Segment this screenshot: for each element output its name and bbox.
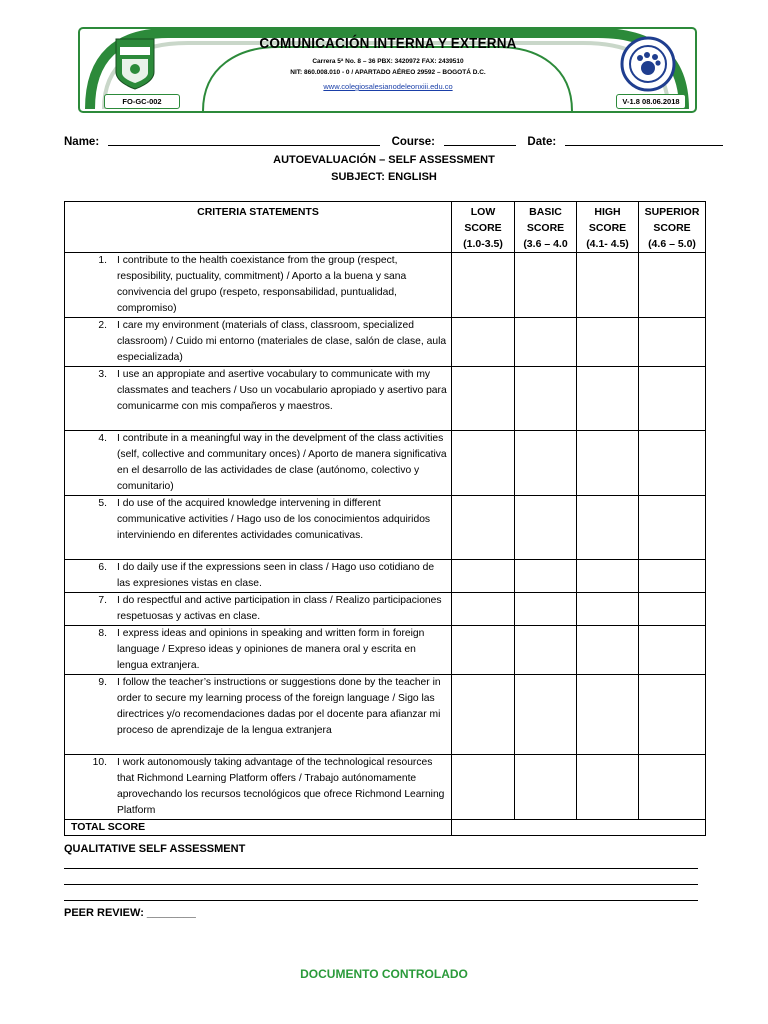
header-line: (1.0-3.5) [463, 238, 503, 250]
high-score-header [577, 202, 639, 253]
criteria-cell [65, 755, 452, 820]
criteria-text: I work autonomously taking advantage of the technological resources that Richmond Learning Platform offers / Trabajo autónomamente aprovechando los recursos tecnológicos que ofrece Richmond Learning Platform [117, 757, 445, 816]
criteria-text: I do daily use if the expressions seen in class / Hago uso cotidiano de las expresiones vistas en clase. [117, 562, 435, 589]
qualitative-line-3[interactable] [64, 900, 698, 901]
basic-score-header [515, 202, 577, 253]
criteria-text: I follow the teacher’s instructions or suggestions done by the teacher in order to secure my learning process of the foreign language / Sigo las directrices y/o recomendaciones dadas por el docente para afianzar mi proceso de aprendizaje de la lengua extranjera [117, 677, 441, 736]
header-nit: NIT: 860.008.010 - 0 / APARTADO AÉREO 29592 – BOGOTÁ D.C. [290, 69, 486, 76]
row-number: 7. [98, 595, 107, 606]
superior-score-cell[interactable] [639, 431, 706, 496]
low-score-cell[interactable] [452, 755, 515, 820]
header-line: SCORE [653, 222, 691, 234]
table-row [65, 626, 706, 675]
basic-score-cell[interactable] [515, 626, 577, 675]
document-header [78, 27, 697, 113]
row-number: 8. [98, 628, 107, 639]
header-line: SCORE [588, 222, 627, 234]
header-line: (4.1- 4.5) [586, 238, 629, 250]
form-code-badge: FO-GC-002 [104, 94, 180, 109]
criteria-cell [65, 367, 452, 431]
basic-score-cell[interactable] [515, 755, 577, 820]
name-field[interactable] [108, 145, 380, 146]
superior-score-cell[interactable] [639, 675, 706, 755]
basic-score-cell[interactable] [515, 431, 577, 496]
header-title: COMUNICACIÓN INTERNA Y EXTERNA [259, 35, 517, 52]
high-score-cell[interactable] [577, 755, 639, 820]
criteria-cell [65, 431, 452, 496]
superior-score-cell[interactable] [639, 367, 706, 431]
criteria-text: I use an appropiate and asertive vocabulary to communicate with my classmates and teachers / Uso un vocabulario apropiado y asertivo para comunicarme con mis compañeros y maestros. [117, 369, 447, 412]
table-row [65, 253, 706, 318]
header-line: (3.6 – 4.0 [523, 238, 568, 250]
superior-score-cell[interactable] [639, 496, 706, 560]
table-row [65, 593, 706, 626]
total-row [65, 820, 706, 836]
superior-score-cell[interactable] [639, 755, 706, 820]
low-score-cell[interactable] [452, 593, 515, 626]
superior-score-header [639, 202, 706, 253]
basic-score-cell[interactable] [515, 318, 577, 367]
high-score-cell[interactable] [577, 560, 639, 593]
low-score-cell[interactable] [452, 626, 515, 675]
header-line: (4.6 – 5.0) [648, 238, 696, 250]
high-score-cell[interactable] [577, 626, 639, 675]
high-score-cell[interactable] [577, 496, 639, 560]
peer-review-field[interactable]: PEER REVIEW: ________ [64, 907, 196, 919]
superior-score-cell[interactable] [639, 560, 706, 593]
criteria-header: CRITERIA STATEMENTS [65, 202, 452, 253]
criteria-cell [65, 496, 452, 560]
high-score-cell[interactable] [577, 367, 639, 431]
basic-score-cell[interactable] [515, 560, 577, 593]
version-badge: V-1.8 08.06.2018 [616, 94, 686, 109]
superior-score-cell[interactable] [639, 318, 706, 367]
basic-score-cell[interactable] [515, 675, 577, 755]
high-score-cell[interactable] [577, 431, 639, 496]
quality-seal-logo [622, 38, 674, 90]
subject-line: SUBJECT: ENGLISH [331, 171, 437, 183]
total-score-cell[interactable] [452, 820, 706, 836]
criteria-cell [65, 253, 452, 318]
criteria-cell [65, 560, 452, 593]
criteria-cell [65, 593, 452, 626]
qualitative-title: QUALITATIVE SELF ASSESSMENT [64, 843, 246, 855]
course-label: Course: [391, 136, 436, 148]
low-score-cell[interactable] [452, 496, 515, 560]
low-score-cell[interactable] [452, 253, 515, 318]
school-shield-logo [116, 39, 154, 89]
header-line: SUPERIOR [644, 206, 700, 218]
header-line: BASIC [529, 206, 562, 218]
row-number: 6. [98, 562, 107, 573]
basic-score-cell[interactable] [515, 253, 577, 318]
criteria-text: I contribute to the health coexistance from the group (respect, resposibility, puctuality, commitment) / Aporto a la buena y sana convivencia del grupo (respeto, responsabilidad, puntualidad, compromiso) [117, 255, 407, 314]
date-label: Date: [527, 136, 557, 148]
criteria-cell [65, 626, 452, 675]
table-row [65, 367, 706, 431]
criteria-cell [65, 318, 452, 367]
criteria-text: I care my environment (materials of class, classroom, specialized classroom) / Cuido mi entorno (materiales de clase, salón de clase, aula especializada) [117, 320, 447, 363]
header-website-link[interactable]: www.colegiosalesianodeleonxiii.edu.co [323, 82, 453, 91]
qualitative-line-1[interactable] [64, 868, 698, 869]
row-number: 3. [98, 369, 107, 380]
row-number: 10. [92, 757, 107, 768]
high-score-cell[interactable] [577, 675, 639, 755]
high-score-cell[interactable] [577, 593, 639, 626]
low-score-cell[interactable] [452, 367, 515, 431]
low-score-cell[interactable] [452, 318, 515, 367]
student-fields-row [64, 136, 704, 148]
row-number: 2. [98, 320, 107, 331]
header-line: LOW [470, 206, 496, 218]
high-score-cell[interactable] [577, 318, 639, 367]
table-row [65, 496, 706, 560]
basic-score-cell[interactable] [515, 367, 577, 431]
table-row [65, 431, 706, 496]
criteria-cell [65, 675, 452, 755]
superior-score-cell[interactable] [639, 253, 706, 318]
qualitative-line-2[interactable] [64, 884, 698, 885]
header-address: Carrera 5ª No. 8 – 36 PBX: 3420972 FAX: 2439510 [312, 58, 464, 65]
table-row [65, 675, 706, 755]
high-score-cell[interactable] [577, 253, 639, 318]
basic-score-cell[interactable] [515, 593, 577, 626]
header-line: SCORE [526, 222, 565, 234]
assessment-table [64, 201, 706, 836]
table-row [65, 560, 706, 593]
header-line: HIGH [594, 206, 621, 218]
superior-score-cell[interactable] [639, 593, 706, 626]
table-row [65, 755, 706, 820]
controlled-document-footer: DOCUMENTO CONTROLADO [300, 967, 468, 981]
header-line: SCORE [464, 222, 502, 234]
low-score-header [452, 202, 515, 253]
basic-score-cell[interactable] [515, 496, 577, 560]
low-score-cell[interactable] [452, 675, 515, 755]
low-score-cell[interactable] [452, 560, 515, 593]
total-score-label: TOTAL SCORE [65, 820, 452, 836]
superior-score-cell[interactable] [639, 626, 706, 675]
row-number: 4. [98, 433, 107, 444]
row-number: 5. [98, 498, 107, 509]
table-row [65, 318, 706, 367]
name-label: Name: [64, 136, 100, 148]
course-field[interactable] [444, 145, 516, 146]
row-number: 9. [98, 677, 107, 688]
table-header-row [65, 202, 706, 253]
low-score-cell[interactable] [452, 431, 515, 496]
row-number: 1. [98, 255, 107, 266]
date-field[interactable] [565, 145, 723, 146]
criteria-text: I contribute in a meaningful way in the develpment of the class activities (self, collective and communitary onces) / Aporto de manera significativa en el desarrollo de las actividades de clase (autónomo, colectivo y comunitario) [117, 433, 447, 492]
document-title: AUTOEVALUACIÓN – SELF ASSESSMENT [273, 154, 495, 166]
criteria-text: I express ideas and opinions in speaking and written form in foreign language / Expreso ideas y opiniones de manera oral y escrita en lengua extranjera. [117, 628, 425, 671]
criteria-text: I do respectful and active participation in class / Realizo participaciones respetuosas y activas en clase. [117, 595, 442, 622]
criteria-text: I do use of the acquired knowledge intervening in different communicative activities / Hago uso de los conocimientos adquiridos interviniendo en diferentes actividades comunicativas. [117, 498, 431, 541]
